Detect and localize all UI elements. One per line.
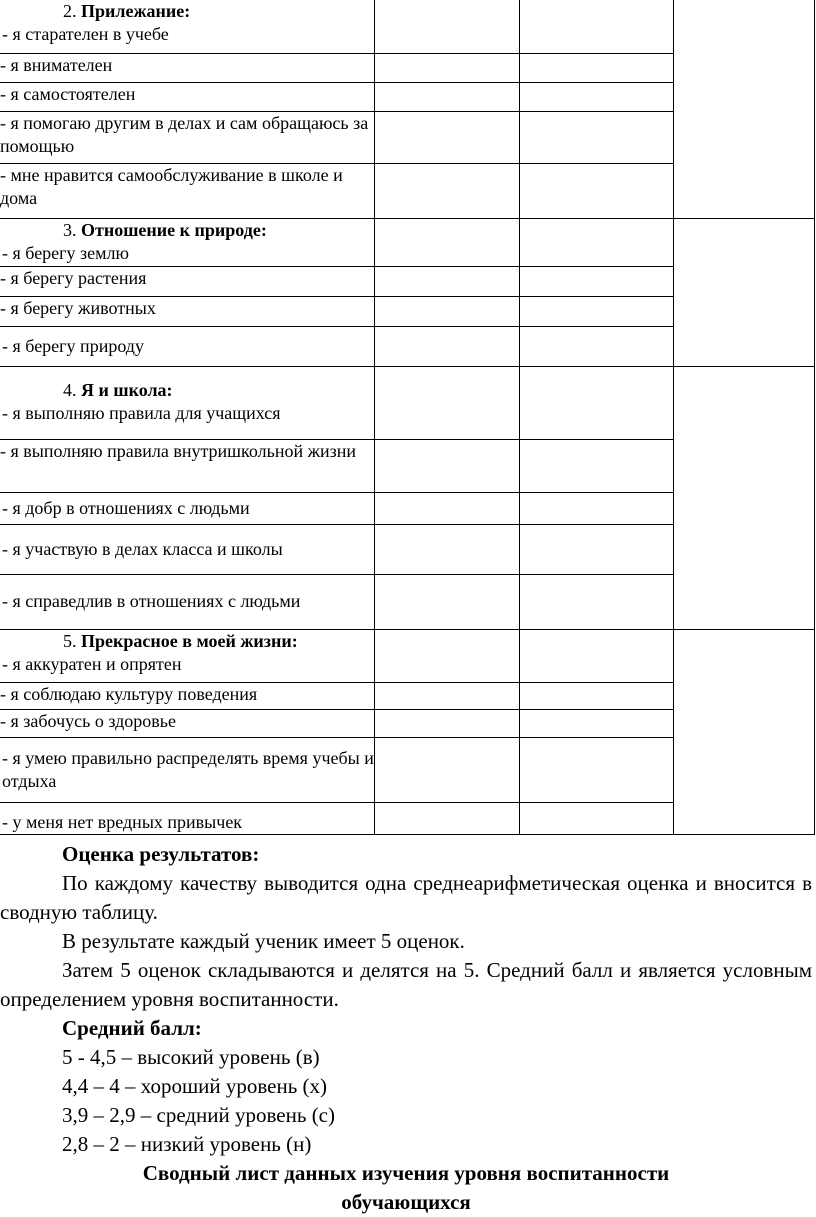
score-cell[interactable] bbox=[375, 111, 520, 163]
score-cell[interactable] bbox=[520, 326, 673, 366]
list-item: - я забочусь о здоровье bbox=[0, 709, 375, 737]
list-item: - я внимателен bbox=[0, 53, 375, 82]
score-cell[interactable] bbox=[375, 266, 520, 296]
score-cell[interactable] bbox=[375, 53, 520, 82]
question-cell bbox=[0, 629, 375, 682]
results-paragraph: В результате каждый ученик имеет 5 оценок. bbox=[62, 929, 465, 953]
table-row bbox=[0, 366, 815, 439]
list-item: - я помогаю другим в делах и сам обращаюсь за помощью bbox=[0, 111, 375, 163]
score-cell[interactable] bbox=[375, 366, 520, 439]
scale-level: 4,4 – 4 – хороший уровень (х) bbox=[62, 1074, 328, 1098]
score-cell[interactable] bbox=[375, 737, 520, 802]
list-item: - я соблюдаю культуру поведения bbox=[0, 682, 375, 709]
section-title: 3. Отношение к природе: bbox=[63, 219, 267, 240]
score-cell[interactable] bbox=[520, 709, 673, 737]
score-cell[interactable] bbox=[375, 218, 520, 266]
list-item: - мне нравится самообслуживание в школе и дома bbox=[0, 163, 375, 218]
question-cell bbox=[0, 0, 375, 53]
list-item: - у меня нет вредных привычек bbox=[2, 811, 243, 832]
list-item-cell bbox=[0, 802, 375, 834]
list-item: - я участвую в делах класса и школы bbox=[2, 538, 283, 559]
score-cell[interactable] bbox=[375, 82, 520, 111]
section-average-cell[interactable] bbox=[673, 629, 814, 834]
section-title: 5. Прекрасное в моей жизни: bbox=[63, 630, 298, 651]
section-title: 4. Я и школа: bbox=[63, 379, 173, 400]
list-item: - я выполняю правила для учащихся bbox=[2, 402, 281, 423]
score-cell[interactable] bbox=[520, 524, 673, 574]
list-item: - я старателен в учебе bbox=[2, 24, 169, 44]
score-cell[interactable] bbox=[375, 574, 520, 629]
summary-title: Сводный лист данных изучения уровня воспитанности bbox=[142, 1161, 670, 1185]
score-cell[interactable] bbox=[375, 682, 520, 709]
score-cell[interactable] bbox=[520, 802, 673, 834]
score-cell[interactable] bbox=[375, 163, 520, 218]
score-cell[interactable] bbox=[520, 629, 673, 682]
section-title: 2. Прилежание: bbox=[63, 1, 191, 21]
list-item: - я аккуратен и опрятен bbox=[2, 653, 182, 674]
score-cell[interactable] bbox=[520, 737, 673, 802]
score-cell[interactable] bbox=[520, 439, 673, 492]
results-paragraph: Затем 5 оценок складываются и делятся на 5. Средний балл и является условным определением уровня воспитанности. bbox=[0, 958, 812, 1011]
score-cell[interactable] bbox=[375, 629, 520, 682]
score-cell[interactable] bbox=[520, 111, 673, 163]
score-cell[interactable] bbox=[520, 266, 673, 296]
results-paragraph: По каждому качеству выводится одна среднеарифметическая оценка и вносится в сводную таблицу. bbox=[0, 871, 812, 924]
score-cell[interactable] bbox=[520, 574, 673, 629]
score-cell[interactable] bbox=[520, 163, 673, 218]
list-item: - я берегу природу bbox=[2, 335, 144, 356]
results-heading: Оценка результатов: bbox=[62, 842, 260, 866]
score-cell[interactable] bbox=[520, 82, 673, 111]
score-cell[interactable] bbox=[520, 296, 673, 326]
score-cell[interactable] bbox=[375, 709, 520, 737]
question-cell bbox=[0, 366, 375, 439]
list-item: - я самостоятелен bbox=[0, 82, 375, 111]
score-cell[interactable] bbox=[520, 0, 673, 53]
list-item-cell bbox=[0, 326, 375, 366]
list-item: - я выполняю правила внутришкольной жизни bbox=[0, 439, 375, 492]
list-item: - я берегу животных bbox=[0, 296, 375, 326]
score-cell[interactable] bbox=[375, 802, 520, 834]
question-cell bbox=[0, 218, 375, 266]
list-item: - я умею правильно распределять время учебы и отдыха bbox=[2, 747, 374, 791]
score-cell[interactable] bbox=[375, 326, 520, 366]
list-item-cell bbox=[0, 492, 375, 524]
scale-heading: Средний балл: bbox=[62, 1016, 202, 1040]
list-item: - я берегу землю bbox=[2, 242, 129, 263]
list-item: - я справедлив в отношениях с людьми bbox=[2, 591, 301, 611]
table-row bbox=[0, 218, 815, 266]
score-cell[interactable] bbox=[375, 0, 520, 53]
score-cell[interactable] bbox=[520, 53, 673, 82]
scale-level: 3,9 – 2,9 – средний уровень (с) bbox=[62, 1103, 335, 1127]
results-section bbox=[0, 840, 812, 1217]
scale-level: 2,8 – 2 – низкий уровень (н) bbox=[62, 1132, 312, 1156]
list-item: - я берегу растения bbox=[0, 266, 375, 296]
table-row bbox=[0, 0, 815, 53]
scale-level: 5 - 4,5 – высокий уровень (в) bbox=[62, 1045, 320, 1069]
list-item-cell bbox=[0, 574, 375, 629]
list-item-cell bbox=[0, 524, 375, 574]
section-average-cell[interactable] bbox=[673, 0, 814, 218]
score-cell[interactable] bbox=[375, 492, 520, 524]
score-cell[interactable] bbox=[520, 366, 673, 439]
score-cell[interactable] bbox=[375, 524, 520, 574]
score-cell[interactable] bbox=[520, 492, 673, 524]
score-cell[interactable] bbox=[520, 682, 673, 709]
score-cell[interactable] bbox=[520, 218, 673, 266]
section-average-cell[interactable] bbox=[673, 366, 814, 629]
summary-title-line2: обучающихся bbox=[341, 1190, 471, 1214]
section-average-cell[interactable] bbox=[673, 218, 814, 366]
score-cell[interactable] bbox=[375, 296, 520, 326]
score-cell[interactable] bbox=[375, 439, 520, 492]
table-row bbox=[0, 629, 815, 682]
list-item-cell bbox=[0, 737, 375, 802]
list-item: - я добр в отношениях с людьми bbox=[2, 497, 250, 518]
